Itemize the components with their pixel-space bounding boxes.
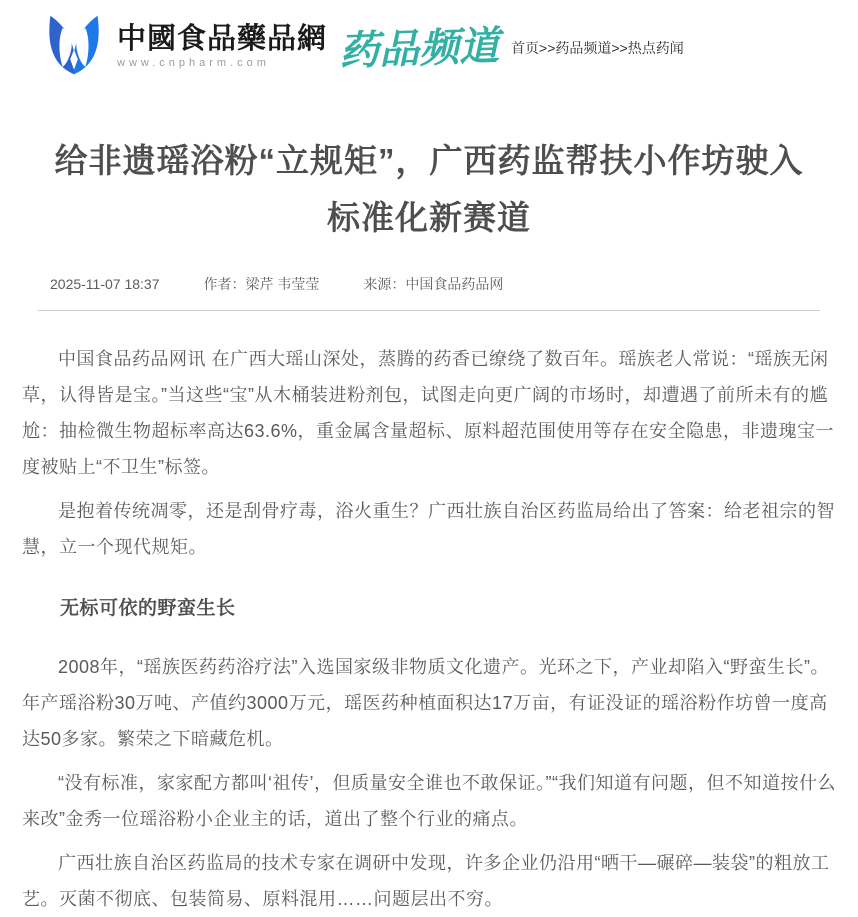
- source-label: 来源：中国食品药品网: [363, 276, 504, 292]
- breadcrumb-section-link[interactable]: 热点药闻: [627, 40, 684, 56]
- publish-date: 2025-11-07 18:37: [50, 276, 160, 292]
- breadcrumb: [511, 38, 684, 58]
- site-logo-link[interactable]: [40, 12, 327, 80]
- breadcrumb-separator: >>: [539, 40, 556, 56]
- site-name: 中國食品藥品網: [117, 20, 328, 55]
- logo-text-block: [117, 20, 328, 69]
- paragraph: 2008年，“瑶族医药药浴疗法”入选国家级非物质文化遗产。光环之下，产业却陷入“野蛮生长”。年产瑶浴粉30万吨、产值约3000万元，瑶医药种植面积达17万亩，有证没证的瑶浴粉作坊曾一度高达50多家。繁荣之下暗藏危机。: [22, 657, 830, 749]
- article-page: [0, 132, 858, 917]
- breadcrumb-channel-link[interactable]: 药品频道: [555, 40, 612, 56]
- paragraph: 广西壮族自治区药监局的技术专家在调研中发现，许多企业仍沿用“晒干—碾碎—装袋”的粗放工艺。灭菌不彻底、包装简易、原料混用……问题层出不穷。: [22, 853, 830, 909]
- paragraph: 是抱着传统凋零，还是刮骨疗毒，浴火重生？广西壮族自治区药监局给出了答案：给老祖宗的智慧，立一个现代规矩。: [22, 501, 835, 557]
- breadcrumb-home-link[interactable]: 首页: [511, 40, 540, 56]
- section-heading: 无标可依的野蛮生长: [60, 598, 236, 619]
- site-header: [0, 0, 858, 92]
- article-body: [0, 311, 858, 917]
- site-url: www.cnpharm.com: [117, 56, 270, 69]
- article-meta-row: [38, 260, 820, 311]
- article-title: 给非遗瑶浴粉“立规矩”，广西药监帮扶小作坊驶入标准化新赛道: [54, 142, 804, 236]
- breadcrumb-separator: >>: [611, 40, 628, 56]
- paragraph: 中国食品药品网讯 在广西大瑶山深处，蒸腾的药香已缭绕了数百年。瑶族老人常说：“瑶族无闲草，认得皆是宝。”当这些“宝”从木桶装进粉剂包，试图走向更广阔的市场时，却遭遇了前所未有的尴尬：抽检微生物超标率高达63.6%，重金属含量超标、原料超范围使用等存在安全隐患，非遗瑰宝一度被贴上“不卫生”标签。: [22, 349, 835, 477]
- logo-butterfly-icon: [40, 12, 108, 80]
- author-label: 作者：梁芹 韦莹莹: [203, 276, 320, 292]
- paragraph: “没有标准，家家配方都叫‘祖传’，但质量安全谁也不敢保证。”“我们知道有问题，但不知道按什么来改”金秀一位瑶浴粉小企业主的话，道出了整个行业的痛点。: [22, 773, 836, 829]
- channel-calligraphy-label: 药品频道: [338, 21, 500, 75]
